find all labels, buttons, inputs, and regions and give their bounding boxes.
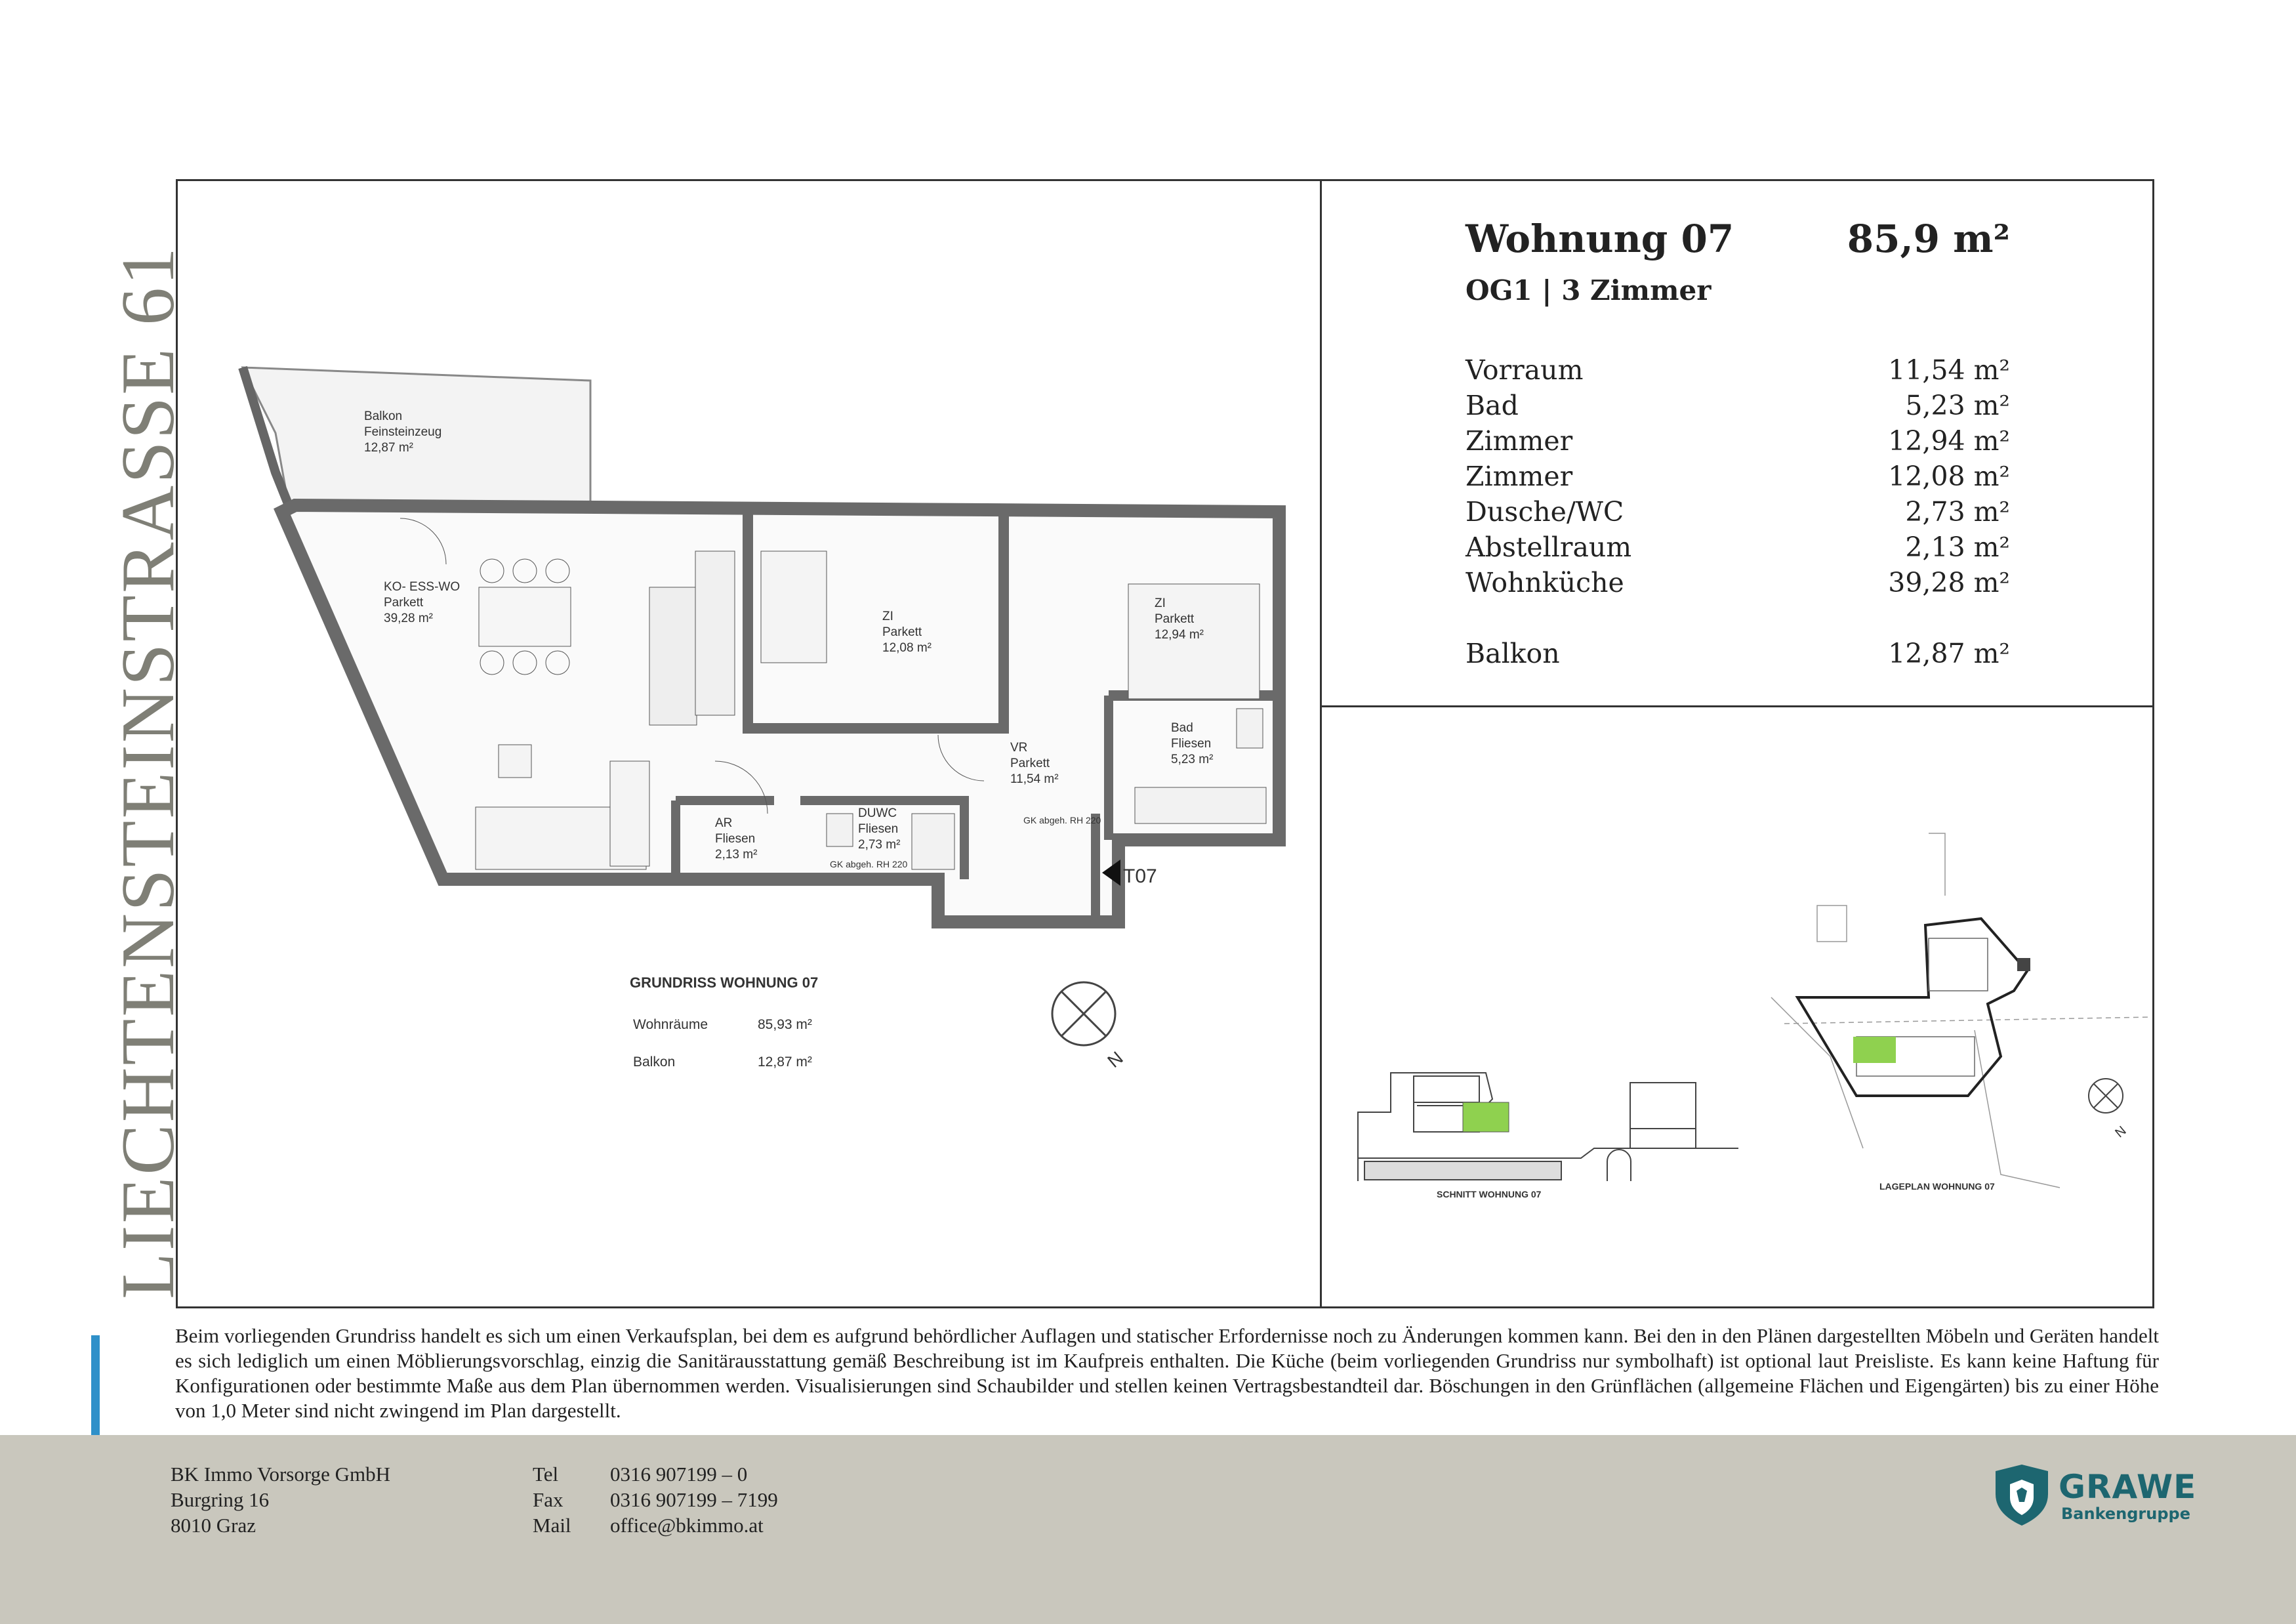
siteplan-caption: LAGEPLAN WOHNUNG 07	[1879, 1181, 1995, 1192]
footer	[0, 1435, 2296, 1624]
room-label-ar-area: 2,13 m²	[715, 848, 758, 862]
room-area: 12,08 m²	[1888, 461, 2010, 492]
site-plan-outline	[1797, 919, 2027, 1096]
room-row	[1466, 354, 2010, 390]
site-plan-marker	[2017, 958, 2030, 971]
summary-value: 85,93 m²	[758, 1017, 812, 1032]
contact-label-mail: Mail	[533, 1514, 571, 1537]
logo-name: GRAWE	[2059, 1468, 2197, 1506]
room-label-bad-floor: Fliesen	[1171, 737, 1212, 751]
room-label-zi2: ZI	[1155, 596, 1166, 610]
footer-contact-values	[610, 1461, 778, 1538]
washbasin	[1237, 709, 1263, 748]
footer-company	[171, 1461, 390, 1538]
frame-divider-vertical	[1320, 179, 1322, 1308]
room-label-zi1: ZI	[882, 610, 893, 623]
room-row	[1466, 390, 2010, 425]
section-floor	[1414, 1076, 1479, 1102]
contact-fax: 0316 907199 – 7199	[610, 1488, 778, 1511]
sofa-side	[610, 761, 649, 866]
room-name: Bad	[1466, 390, 1519, 421]
room-label-zi1-area: 12,08 m²	[882, 641, 932, 655]
site-plan-road	[1771, 997, 1863, 1148]
grawe-logo	[1990, 1461, 2197, 1530]
room-label-balkon: Balkon	[364, 409, 403, 423]
room-label-duwc-floor: Fliesen	[858, 822, 899, 836]
room-row	[1466, 425, 2010, 461]
summary-label: Wohnräume	[633, 1017, 708, 1032]
site-plan-neighbor	[1817, 906, 1847, 942]
apartment-total-area: 85,9 m²	[1847, 217, 2010, 261]
dining-table	[479, 587, 571, 646]
north-label: N	[1103, 1047, 1127, 1072]
room-name: Balkon	[1466, 638, 1560, 669]
floor-plan	[216, 354, 1319, 1142]
room-label-duwc: DUWC	[858, 806, 897, 820]
room-label-zi2-floor: Parkett	[1155, 612, 1195, 626]
balcony-row	[1466, 638, 2010, 673]
door-label: T07	[1123, 865, 1157, 887]
section-caption: SCHNITT WOHNUNG 07	[1437, 1189, 1542, 1199]
room-label-living-floor: Parkett	[384, 596, 424, 610]
room-label-duwc-area: 2,73 m²	[858, 838, 901, 852]
toilet	[827, 814, 853, 846]
room-label-living-area: 39,28 m²	[384, 612, 433, 625]
logo-subtitle: Bankengruppe	[2061, 1505, 2190, 1523]
section-tunnel	[1607, 1150, 1631, 1181]
section-drawing	[1351, 1050, 1758, 1207]
section-garage	[1364, 1161, 1561, 1180]
section-building-right-base	[1630, 1129, 1696, 1148]
room-area: 5,23 m²	[1905, 390, 2010, 421]
ceiling-note: GK abgeh. RH 220	[1023, 815, 1101, 825]
kitchen-counter	[695, 551, 735, 715]
room-area: 12,94 m²	[1888, 425, 2010, 457]
apartment-subtitle: OG1 | 3 Zimmer	[1466, 274, 1712, 306]
contact-label-fax: Fax	[533, 1488, 564, 1511]
room-label-bad: Bad	[1171, 721, 1193, 735]
shield-icon	[1990, 1461, 2053, 1527]
room-name: Zimmer	[1466, 425, 1573, 457]
plan-summary-title: GRUNDRISS WOHNUNG 07	[630, 974, 819, 991]
side-table	[499, 745, 531, 778]
ceiling-note: GK abgeh. RH 220	[830, 859, 908, 869]
disclaimer-text: Beim vorliegenden Grundriss handelt es sich um einen Verkaufsplan, bei dem es aufgrund behördlicher Auflagen und statischer Erfordernisse noch zu Änderungen kommen kann. Bei den in den Plänen dargestellten Möbeln und Geräten handelt es sich lediglich um einen Möblierungsvorschlag, einzig die Sanitärausstattung gemäß Beschreibung ist im Kaufpreis enthalten. Die Küche (beim vorliegenden Grundriss nur symbolhaft) ist optional laut Preisliste. Es kann keine Haftung für Konfigurationen oder bestimmte Maße aus dem Plan übernommen werden. Visualisierungen sind Schaubilder und stellen keinen Vertragsbestandteil dar. Böschungen in den Grünflächen (allgemeine Flächen und Eigengärten) bis zu einer Höhe von 1,0 Meter sind nicht zwingend im Plan dargestellt.	[175, 1324, 2159, 1422]
company-name: BK Immo Vorsorge GmbH	[171, 1463, 390, 1486]
site-plan-north-label: N	[2112, 1123, 2129, 1141]
room-name: Abstellraum	[1466, 531, 1632, 563]
contact-label-tel: Tel	[533, 1463, 559, 1486]
room-label-ar: AR	[715, 816, 733, 830]
room-row	[1466, 567, 2010, 602]
kitchen-island	[649, 587, 697, 725]
section-ground	[1358, 1148, 1738, 1158]
room-area: 11,54 m²	[1888, 354, 2010, 386]
room-row	[1466, 461, 2010, 496]
site-plan-building	[1929, 938, 1988, 991]
site-plan-north-icon	[2089, 1079, 2123, 1113]
room-area: 12,87 m²	[1888, 638, 2010, 669]
room-label-balkon-floor: Feinsteinzeug	[364, 425, 442, 439]
room-area: 39,28 m²	[1888, 567, 2010, 598]
room-name: Zimmer	[1466, 461, 1573, 492]
room-label-living: KO- ESS-WO	[384, 580, 461, 594]
contact-tel[interactable]: 0316 907199 – 0	[610, 1463, 748, 1486]
room-row	[1466, 496, 2010, 531]
room-label-vr: VR	[1010, 741, 1028, 755]
room-name: Vorraum	[1466, 354, 1584, 386]
shower	[912, 814, 954, 869]
company-street: Burgring 16	[171, 1488, 270, 1511]
section-highlight-unit	[1463, 1102, 1509, 1132]
room-label-balkon-area: 12,87 m²	[364, 441, 413, 455]
company-city: 8010 Graz	[171, 1514, 256, 1537]
site-plan-highlight-unit	[1853, 1037, 1896, 1063]
north-arrow-icon	[1052, 982, 1115, 1045]
room-name: Dusche/WC	[1466, 496, 1624, 528]
site-plan-boundary	[1784, 1017, 2152, 1024]
summary-label: Balkon	[633, 1054, 676, 1070]
apartment-title: Wohnung 07	[1466, 217, 1734, 261]
contact-mail[interactable]: office@bkimmo.at	[610, 1514, 764, 1537]
room-row	[1466, 531, 2010, 567]
bed-zi1	[761, 551, 827, 663]
room-area: 2,73 m²	[1905, 496, 2010, 528]
room-label-zi2-area: 12,94 m²	[1155, 628, 1204, 642]
room-area: 2,13 m²	[1905, 531, 2010, 563]
room-label-bad-area: 5,23 m²	[1171, 753, 1214, 766]
footer-contact-labels	[533, 1461, 571, 1538]
site-plan-parcel	[1929, 833, 1945, 896]
frame-divider-horizontal	[1320, 705, 2154, 707]
room-label-vr-area: 11,54 m²	[1010, 772, 1059, 786]
room-label-zi1-floor: Parkett	[882, 625, 922, 639]
site-plan-road	[1975, 1030, 2060, 1188]
bathtub	[1135, 787, 1266, 823]
site-plan	[1765, 820, 2158, 1214]
section-building-right	[1630, 1083, 1696, 1129]
street-name: LIECHTENSTEINSTRASSE 61	[106, 245, 190, 1299]
summary-value: 12,87 m²	[758, 1054, 812, 1070]
room-name: Wohnküche	[1466, 567, 1624, 598]
room-label-vr-floor: Parkett	[1010, 757, 1050, 770]
room-label-ar-floor: Fliesen	[715, 832, 756, 846]
